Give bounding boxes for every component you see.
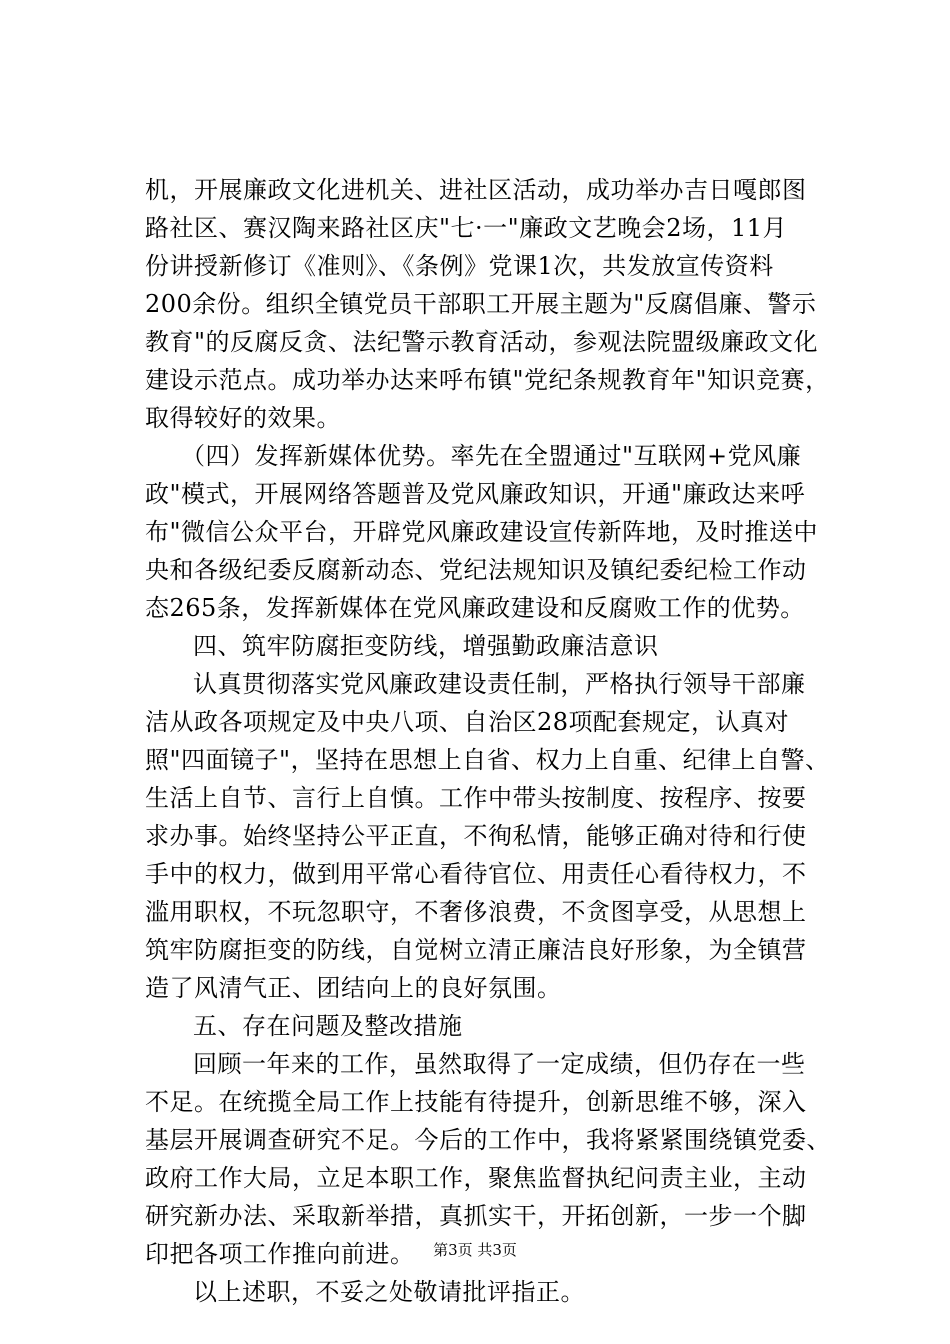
body-line: 手中的权力，做到用平常心看待官位、用责任心看待权力，不 xyxy=(145,860,807,888)
body-line: 洁从政各项规定及中央八项、自治区28项配套规定，认真对 xyxy=(145,708,790,736)
body-line: 取得较好的效果。 xyxy=(145,404,341,432)
closing-line: 以上述职，不妥之处敬请批评指正。 xyxy=(193,1278,585,1306)
body-line: 政"模式，开展网络答题普及党风廉政知识，开通"廉政达来呼 xyxy=(145,480,806,508)
body-line: 建设示范点。成功举办达来呼布镇"党纪条规教育年"知识竞赛， xyxy=(145,366,830,394)
body-line: 机，开展廉政文化进机关、进社区活动，成功举办吉日嘎郎图 xyxy=(145,176,807,204)
body-line: 印把各项工作推向前进。 xyxy=(145,1240,415,1268)
body-line: 造了风清气正、团结向上的良好氛围。 xyxy=(145,974,562,1002)
body-line: 政府工作大局，立足本职工作，聚焦监督执纪问责主业，主动 xyxy=(145,1164,807,1192)
body-line: 态265条，发挥新媒体在党风廉政建设和反腐败工作的优势。 xyxy=(145,594,805,622)
body-line: 求办事。始终坚持公平正直，不徇私情，能够正确对待和行使 xyxy=(145,822,807,850)
page-number: 第3页 共3页 xyxy=(433,1241,517,1259)
body-line: 份讲授新修订《准则》、《条例》党课1次，共发放宣传资料 xyxy=(145,252,774,280)
paragraph-start: 回顾一年来的工作，虽然取得了一定成绩，但仍存在一些 xyxy=(193,1050,806,1078)
body-line: 路社区、赛汉陶来路社区庆"七·一"廉政文艺晚会2场，11月 xyxy=(145,214,788,242)
body-line: 不足。在统揽全局工作上技能有待提升，创新思维不够，深入 xyxy=(145,1088,807,1116)
body-line: 基层开展调查研究不足。今后的工作中，我将紧紧围绕镇党委、 xyxy=(145,1126,831,1154)
section-heading-media: （四）发挥新媒体优势。率先在全盟通过"互联网+党风廉 xyxy=(181,442,802,470)
body-line: 研究新办法、采取新举措，真抓实干，开拓创新，一步一个脚 xyxy=(145,1202,807,1230)
section-heading-four: 四、筑牢防腐拒变防线，增强勤政廉洁意识 xyxy=(193,632,659,660)
paragraph-start: 认真贯彻落实党风廉政建设责任制，严格执行领导干部廉 xyxy=(193,670,806,698)
body-line: 教育"的反腐反贪、法纪警示教育活动，参观法院盟级廉政文化 xyxy=(145,328,819,356)
section-heading-five: 五、存在问题及整改措施 xyxy=(193,1012,463,1040)
body-line: 央和各级纪委反腐新动态、党纪法规知识及镇纪委纪检工作动 xyxy=(145,556,807,584)
body-line: 生活上自节、言行上自慎。工作中带头按制度、按程序、按要 xyxy=(145,784,807,812)
body-line: 照"四面镜子"，坚持在思想上自省、权力上自重、纪律上自警、 xyxy=(145,746,830,774)
document-body xyxy=(145,171,835,1311)
body-line: 滥用职权，不玩忽职守，不奢侈浪费，不贪图享受，从思想上 xyxy=(145,898,807,926)
body-line: 200余份。组织全镇党员干部职工开展主题为"反腐倡廉、警示 xyxy=(145,290,817,318)
body-line: 筑牢防腐拒变的防线，自觉树立清正廉洁良好形象，为全镇营 xyxy=(145,936,807,964)
body-line: 布"微信公众平台，开辟党风廉政建设宣传新阵地，及时推送中 xyxy=(145,518,819,546)
